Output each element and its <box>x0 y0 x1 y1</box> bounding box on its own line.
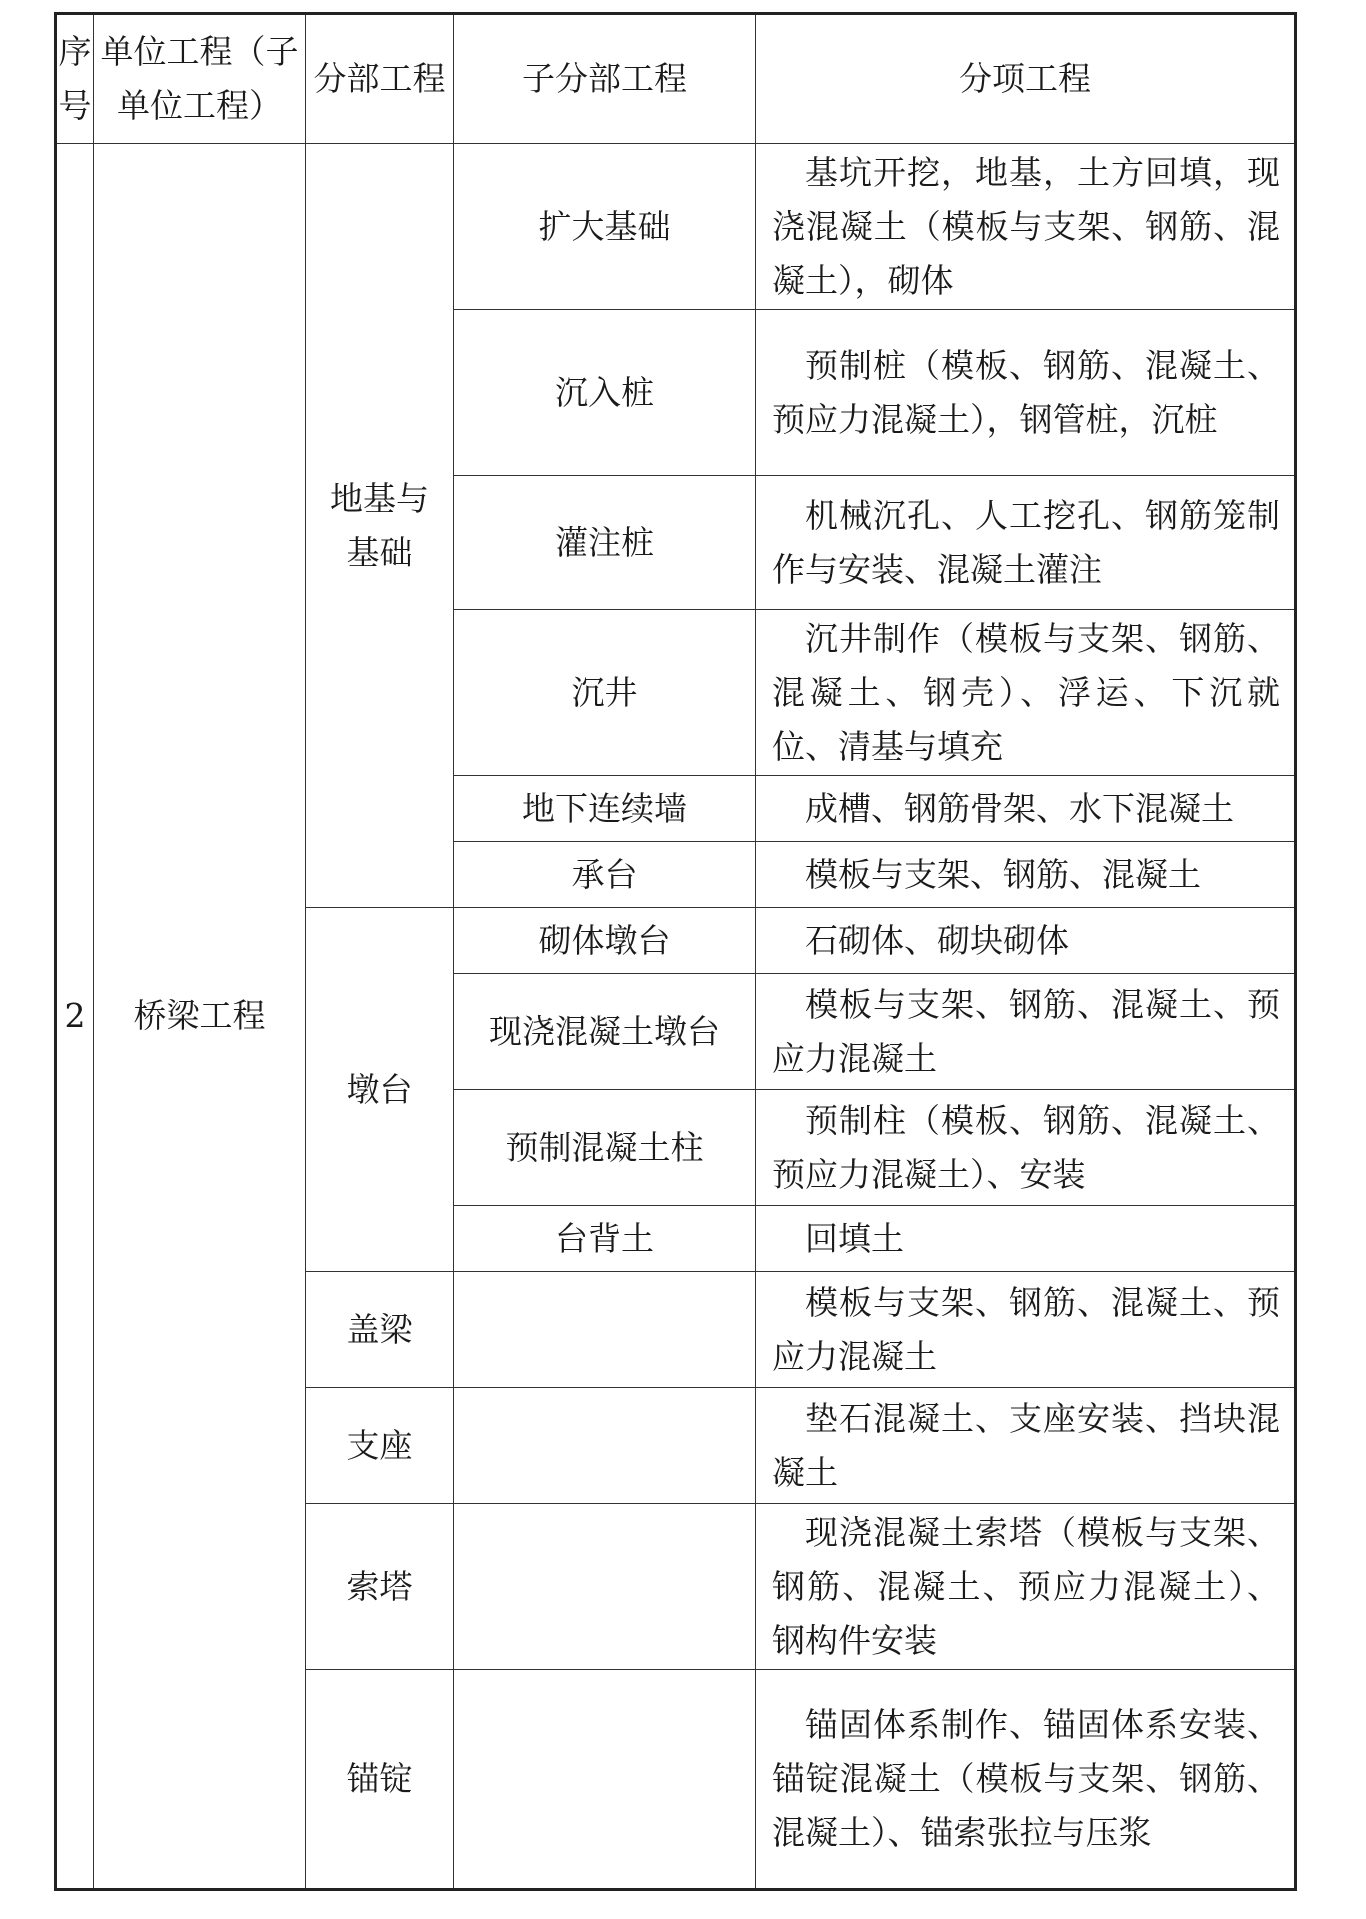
subdivision-cell: 地下连续墙 <box>454 776 756 842</box>
item-cell: 回填土 <box>756 1206 1296 1272</box>
table-row <box>56 144 1296 310</box>
division-pier: 墩台 <box>306 908 454 1272</box>
subdivision-cell: 沉入桩 <box>454 310 756 476</box>
subdivision-cell: 现浇混凝土墩台 <box>454 974 756 1090</box>
item-cell: 垫石混凝土、支座安装、挡块混凝土 <box>756 1388 1296 1504</box>
item-cell: 成槽、钢筋骨架、水下混凝土 <box>756 776 1296 842</box>
subdivision-cell <box>454 1272 756 1388</box>
header-seq: 序号 <box>56 14 94 144</box>
subdivision-cell: 预制混凝土柱 <box>454 1090 756 1206</box>
division-bearing: 支座 <box>306 1388 454 1504</box>
seq-cell: 2 <box>56 144 94 1890</box>
division-anchor: 锚锭 <box>306 1670 454 1890</box>
division-foundation: 地基与基础 <box>306 144 454 908</box>
unit-cell: 桥梁工程 <box>94 144 306 1890</box>
item-cell: 预制桩（模板、钢筋、混凝土、预应力混凝土），钢管桩，沉桩 <box>756 310 1296 476</box>
header-row <box>56 14 1296 144</box>
item-cell: 预制柱（模板、钢筋、混凝土、预应力混凝土）、安装 <box>756 1090 1296 1206</box>
division-capbeam: 盖梁 <box>306 1272 454 1388</box>
item-cell: 石砌体、砌块砌体 <box>756 908 1296 974</box>
item-cell: 机械沉孔、人工挖孔、钢筋笼制作与安装、混凝土灌注 <box>756 476 1296 610</box>
item-cell: 模板与支架、钢筋、混凝土、预应力混凝土 <box>756 1272 1296 1388</box>
subdivision-cell <box>454 1504 756 1670</box>
item-cell: 模板与支架、钢筋、混凝土 <box>756 842 1296 908</box>
header-subdivision: 子分部工程 <box>454 14 756 144</box>
subdivision-cell <box>454 1388 756 1504</box>
header-unit: 单位工程（子单位工程） <box>94 14 306 144</box>
subdivision-cell: 台背土 <box>454 1206 756 1272</box>
engineering-division-table <box>54 12 1297 1891</box>
division-tower: 索塔 <box>306 1504 454 1670</box>
item-cell: 沉井制作（模板与支架、钢筋、混凝土、钢壳）、浮运、下沉就位、清基与填充 <box>756 610 1296 776</box>
header-division: 分部工程 <box>306 14 454 144</box>
subdivision-cell: 扩大基础 <box>454 144 756 310</box>
subdivision-cell <box>454 1670 756 1890</box>
item-cell: 模板与支架、钢筋、混凝土、预应力混凝土 <box>756 974 1296 1090</box>
item-cell: 基坑开挖，地基，土方回填，现浇混凝土（模板与支架、钢筋、混凝土），砌体 <box>756 144 1296 310</box>
subdivision-cell: 承台 <box>454 842 756 908</box>
subdivision-cell: 砌体墩台 <box>454 908 756 974</box>
header-item: 分项工程 <box>756 14 1296 144</box>
subdivision-cell: 沉井 <box>454 610 756 776</box>
item-cell: 现浇混凝土索塔（模板与支架、钢筋、混凝土、预应力混凝土）、钢构件安装 <box>756 1504 1296 1670</box>
subdivision-cell: 灌注桩 <box>454 476 756 610</box>
item-cell: 锚固体系制作、锚固体系安装、锚锭混凝土（模板与支架、钢筋、混凝土）、锚索张拉与压浆 <box>756 1670 1296 1890</box>
